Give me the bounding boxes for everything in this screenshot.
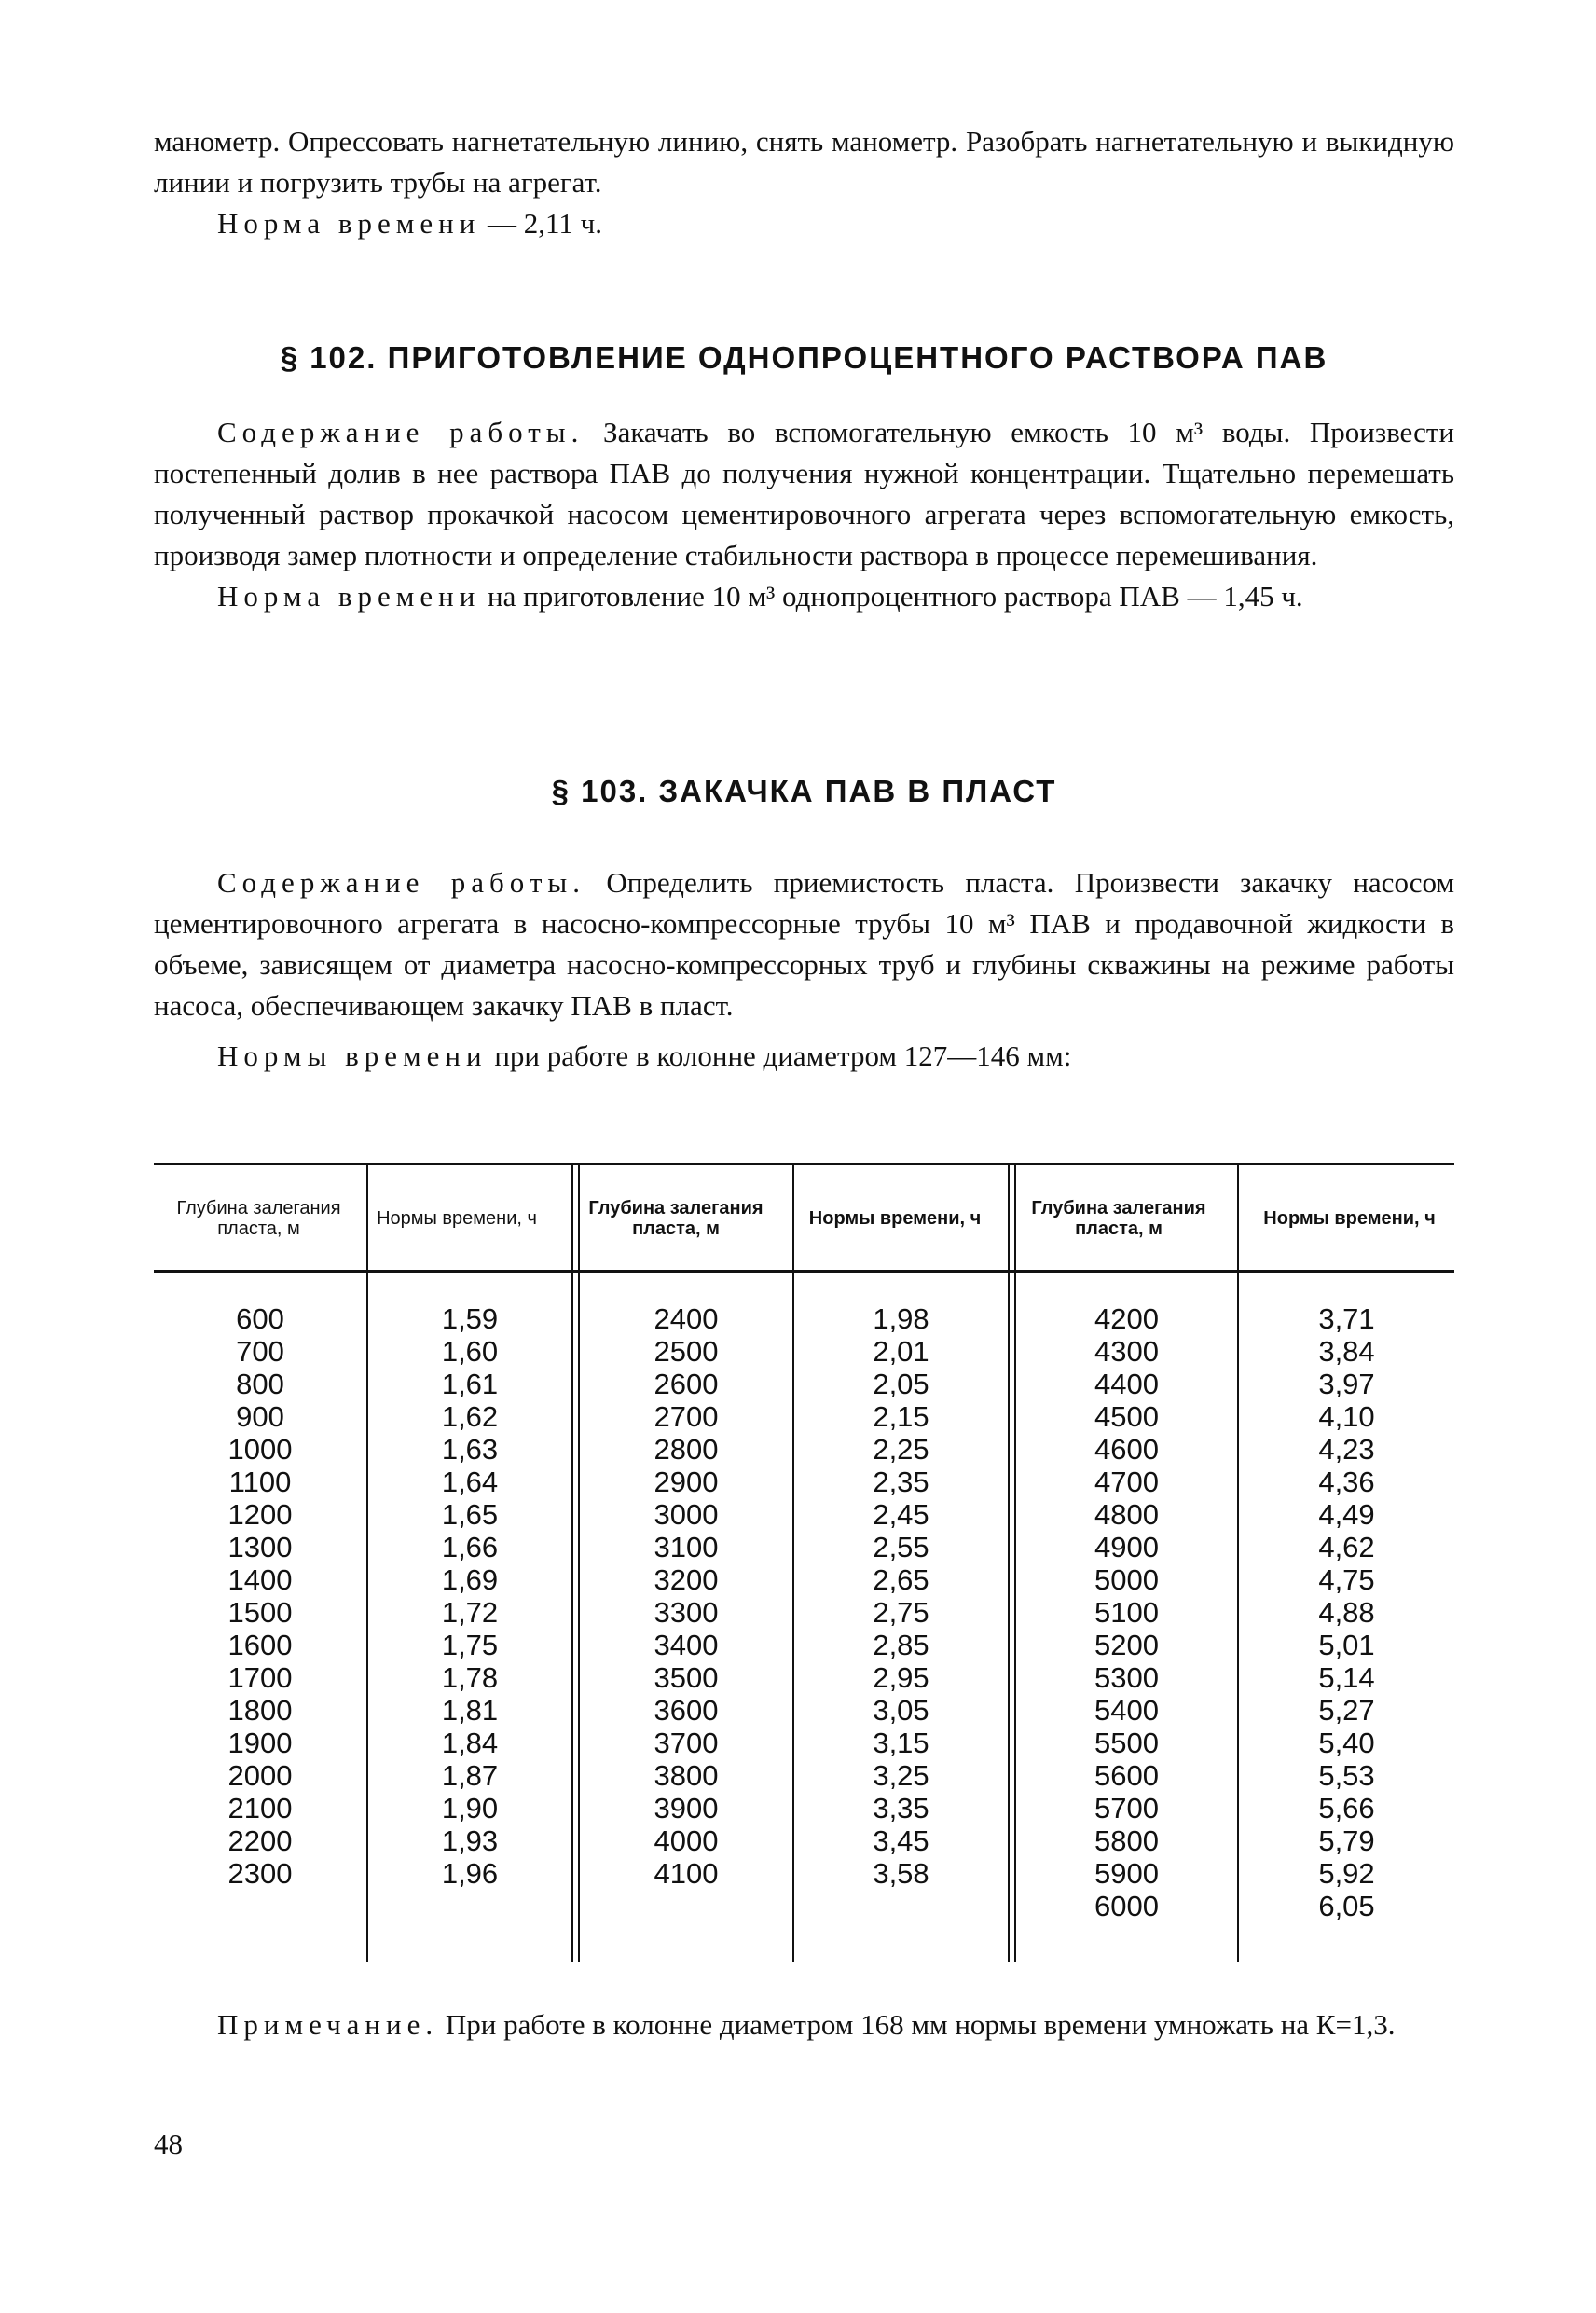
table-cell-time: 4,62 [1318, 1531, 1375, 1563]
table-cell-depth: 1500 [227, 1596, 293, 1629]
table-cell-depth: 5500 [1094, 1727, 1159, 1759]
table-cell-time: 4,36 [1318, 1466, 1375, 1498]
column-time-2 [794, 1302, 1008, 1890]
table-cell-depth: 2000 [227, 1759, 293, 1792]
table-cell-depth: 3200 [654, 1563, 719, 1596]
table-cell-depth: 2700 [654, 1400, 719, 1433]
table-cell-time: 1,72 [441, 1596, 499, 1629]
section-103-content-text: Определить приемистость пласта. Произвести закачку насосом цементировочного агрегата в насосно-компрессорные трубы 10 м³ ПАВ и продавочной жидкости в объеме, зависящем от диаметра насосно-компрессорных труб и глубины скважины на режиме работы насоса, обеспечивающем закачку ПАВ в пласт. [154, 866, 1454, 1022]
table-cell-time: 2,05 [873, 1368, 929, 1400]
table-cell-time: 1,81 [441, 1694, 499, 1727]
column-time-1 [368, 1302, 571, 1890]
column-depth-3 [1016, 1302, 1237, 1922]
intro-norm-label: Норма времени [217, 207, 481, 240]
table-cell-time: 4,75 [1318, 1563, 1375, 1596]
table-cell-time: 3,35 [873, 1792, 929, 1824]
table-cell-depth: 1000 [227, 1433, 293, 1466]
table-cell-depth: 1100 [228, 1466, 292, 1498]
table-cell-time: 3,71 [1318, 1302, 1375, 1335]
table-cell-time: 1,75 [441, 1629, 499, 1661]
note-label: Примечание. [217, 2008, 439, 2041]
table-cell-time: 2,95 [873, 1661, 929, 1694]
section-102-body [154, 412, 1454, 617]
table-cell-depth: 3800 [654, 1759, 719, 1792]
table-cell-depth: 5000 [1094, 1563, 1159, 1596]
table-cell-depth: 4800 [1094, 1498, 1159, 1531]
section-102-norm-label: Норма времени [217, 580, 481, 613]
table-cell-time: 3,45 [873, 1824, 929, 1857]
table-cell-time: 2,15 [873, 1400, 929, 1433]
table-cell-time: 2,65 [873, 1563, 929, 1596]
table-cell-depth: 4700 [1094, 1466, 1159, 1498]
table-cell-depth: 2400 [654, 1302, 719, 1335]
table-cell-time: 1,93 [441, 1824, 499, 1857]
table-cell-depth: 3000 [654, 1498, 719, 1531]
table-cell-time: 1,98 [873, 1302, 929, 1335]
table-cell-time: 3,84 [1318, 1335, 1375, 1368]
table-cell-time: 5,53 [1318, 1759, 1375, 1792]
table-cell-time: 5,79 [1318, 1824, 1375, 1857]
table-cell-depth: 5100 [1094, 1596, 1159, 1629]
table-header [154, 1165, 1454, 1273]
table-cell-time: 3,25 [873, 1759, 929, 1792]
section-102-norm [154, 576, 1454, 617]
table-cell-time: 1,61 [441, 1368, 499, 1400]
table-cell-time: 2,55 [873, 1531, 929, 1563]
table-cell-time: 3,58 [873, 1857, 929, 1890]
header-time-1: Нормы времени, ч [377, 1208, 537, 1229]
table-cell-depth: 3300 [654, 1596, 719, 1629]
note-block [154, 2004, 1454, 2045]
section-102-title: § 102. ПРИГОТОВЛЕНИЕ ОДНОПРОЦЕНТНОГО РАСТВОРА ПАВ [280, 340, 1328, 375]
table-cell-time: 1,96 [441, 1857, 499, 1890]
table-cell-depth: 600 [236, 1302, 284, 1335]
table-cell-time: 3,15 [873, 1727, 929, 1759]
table-cell-depth: 1800 [227, 1694, 293, 1727]
table-cell-depth: 4600 [1094, 1433, 1159, 1466]
table-cell-time: 6,05 [1318, 1890, 1375, 1922]
table-cell-depth: 6000 [1094, 1890, 1159, 1922]
intro-norm-value: — 2,11 ч. [488, 207, 602, 240]
section-103-norms [154, 1036, 1454, 1077]
table-cell-depth: 5800 [1094, 1824, 1159, 1857]
table-cell-time: 1,69 [441, 1563, 499, 1596]
table-cell-depth: 2300 [227, 1857, 293, 1890]
table-cell-depth: 1400 [227, 1563, 293, 1596]
table-cell-time: 2,45 [873, 1498, 929, 1531]
table-cell-depth: 4300 [1094, 1335, 1159, 1368]
section-102-content [154, 412, 1454, 576]
table-cell-depth: 2100 [227, 1792, 293, 1824]
section-103-content-label: Содержание работы. [217, 866, 586, 899]
table-cell-time: 1,62 [441, 1400, 499, 1433]
table-cell-depth: 2600 [654, 1368, 719, 1400]
table-cell-time: 2,01 [873, 1335, 929, 1368]
table-cell-time: 1,66 [441, 1531, 499, 1563]
table-cell-depth: 3700 [654, 1727, 719, 1759]
table-cell-depth: 4500 [1094, 1400, 1159, 1433]
page-number: 48 [154, 2127, 183, 2160]
table-cell-time: 5,27 [1318, 1694, 1375, 1727]
table-cell-time: 3,05 [873, 1694, 929, 1727]
header-depth-3: Глубина залегания пласта, м [1031, 1198, 1206, 1239]
column-depth-2 [580, 1302, 792, 1890]
intro-text: манометр. Опрессовать нагнетательную линию, снять манометр. Разобрать нагнетательную и выкидную линии и погрузить трубы на агрегат. [154, 125, 1454, 199]
table-cell-depth: 4000 [654, 1824, 719, 1857]
table-cell-depth: 1700 [227, 1661, 293, 1694]
table-cell-depth: 800 [236, 1368, 284, 1400]
table-cell-time: 1,90 [441, 1792, 499, 1824]
table-cell-time: 5,14 [1318, 1661, 1375, 1694]
table-cell-depth: 5600 [1094, 1759, 1159, 1792]
table-cell-depth: 1200 [227, 1498, 293, 1531]
section-103-content [154, 862, 1454, 1026]
intro-norm [154, 203, 1454, 244]
table-cell-depth: 700 [236, 1335, 284, 1368]
section-103-title: § 103. ЗАКАЧКА ПАВ В ПЛАСТ [551, 774, 1057, 808]
table-cell-time: 1,87 [441, 1759, 499, 1792]
table-cell-time: 2,35 [873, 1466, 929, 1498]
table-cell-depth: 3500 [654, 1661, 719, 1694]
header-depth-2: Глубина залегания пласта, м [588, 1198, 764, 1239]
header-depth-1: Глубина залегания пласта, м [176, 1198, 341, 1239]
table-cell-depth: 3900 [654, 1792, 719, 1824]
table-cell-time: 5,92 [1318, 1857, 1375, 1890]
table-cell-depth: 5200 [1094, 1629, 1159, 1661]
table-cell-depth: 4200 [1094, 1302, 1159, 1335]
table-cell-depth: 2200 [227, 1824, 293, 1857]
table-cell-time: 2,75 [873, 1596, 929, 1629]
section-103-norms-text: при работе в колонне диаметром 127—146 мм: [494, 1039, 1072, 1072]
note [154, 2004, 1454, 2045]
section-103-norms-label: Нормы времени [217, 1039, 488, 1072]
table-cell-depth: 5400 [1094, 1694, 1159, 1727]
table-cell-time: 5,66 [1318, 1792, 1375, 1824]
table-cell-time: 1,84 [441, 1727, 499, 1759]
table-cell-time: 1,65 [441, 1498, 499, 1531]
table-cell-time: 4,10 [1318, 1400, 1375, 1433]
header-time-2: Нормы времени, ч [808, 1208, 982, 1229]
table-cell-time: 4,88 [1318, 1596, 1375, 1629]
table-cell-depth: 5900 [1094, 1857, 1159, 1890]
table-cell-time: 5,01 [1318, 1629, 1375, 1661]
table-cell-depth: 2500 [654, 1335, 719, 1368]
column-depth-1 [154, 1302, 366, 1890]
norms-table [154, 1163, 1454, 1962]
section-102-norm-text: на приготовление 10 м³ однопроцентного раствора ПАВ — 1,45 ч. [488, 580, 1303, 613]
table-cell-time: 2,25 [873, 1433, 929, 1466]
section-103-body [154, 862, 1454, 1077]
column-divider-double [1008, 1165, 1010, 1962]
table-cell-depth: 1900 [227, 1727, 293, 1759]
table-cell-depth: 2900 [654, 1466, 719, 1498]
table-cell-depth: 1600 [227, 1629, 293, 1661]
header-time-3: Нормы времени, ч [1263, 1208, 1436, 1229]
column-time-3 [1239, 1302, 1454, 1922]
table-cell-time: 5,40 [1318, 1727, 1375, 1759]
table-cell-time: 4,23 [1318, 1433, 1375, 1466]
table-cell-depth: 1300 [227, 1531, 293, 1563]
section-102-content-label: Содержание работы. [217, 416, 585, 448]
table-cell-depth: 4400 [1094, 1368, 1159, 1400]
table-cell-depth: 3400 [654, 1629, 719, 1661]
intro-block [154, 121, 1454, 244]
table-cell-depth: 5700 [1094, 1792, 1159, 1824]
table-cell-depth: 900 [236, 1400, 284, 1433]
table-cell-depth: 2800 [654, 1433, 719, 1466]
table-cell-depth: 4900 [1094, 1531, 1159, 1563]
table-cell-time: 1,63 [441, 1433, 499, 1466]
column-divider-double [571, 1165, 573, 1962]
table-cell-time: 1,60 [441, 1335, 499, 1368]
table-cell-time: 4,49 [1318, 1498, 1375, 1531]
table-cell-time: 3,97 [1318, 1368, 1375, 1400]
table-cell-time: 1,59 [441, 1302, 499, 1335]
table-cell-depth: 5300 [1094, 1661, 1159, 1694]
table-cell-time: 1,78 [441, 1661, 499, 1694]
section-102-content-text: Закачать во вспомогательную емкость 10 м³ воды. Произвести постепенный долив в нее раствора ПАВ до получения нужной концентрации. Тщательно перемешать полученный раствор прокачкой насосом цементировочного агрегата через вспомогательную емкость, производя замер плотности и определение стабильности раствора в процессе перемешивания. [154, 416, 1454, 571]
table-cell-time: 2,85 [873, 1629, 929, 1661]
table-cell-time: 1,64 [441, 1466, 499, 1498]
table-cell-depth: 4100 [654, 1857, 719, 1890]
table-cell-depth: 3600 [654, 1694, 719, 1727]
table-cell-depth: 3100 [654, 1531, 719, 1563]
note-text: При работе в колонне диаметром 168 мм нормы времени умножать на К=1,3. [445, 2008, 1396, 2041]
